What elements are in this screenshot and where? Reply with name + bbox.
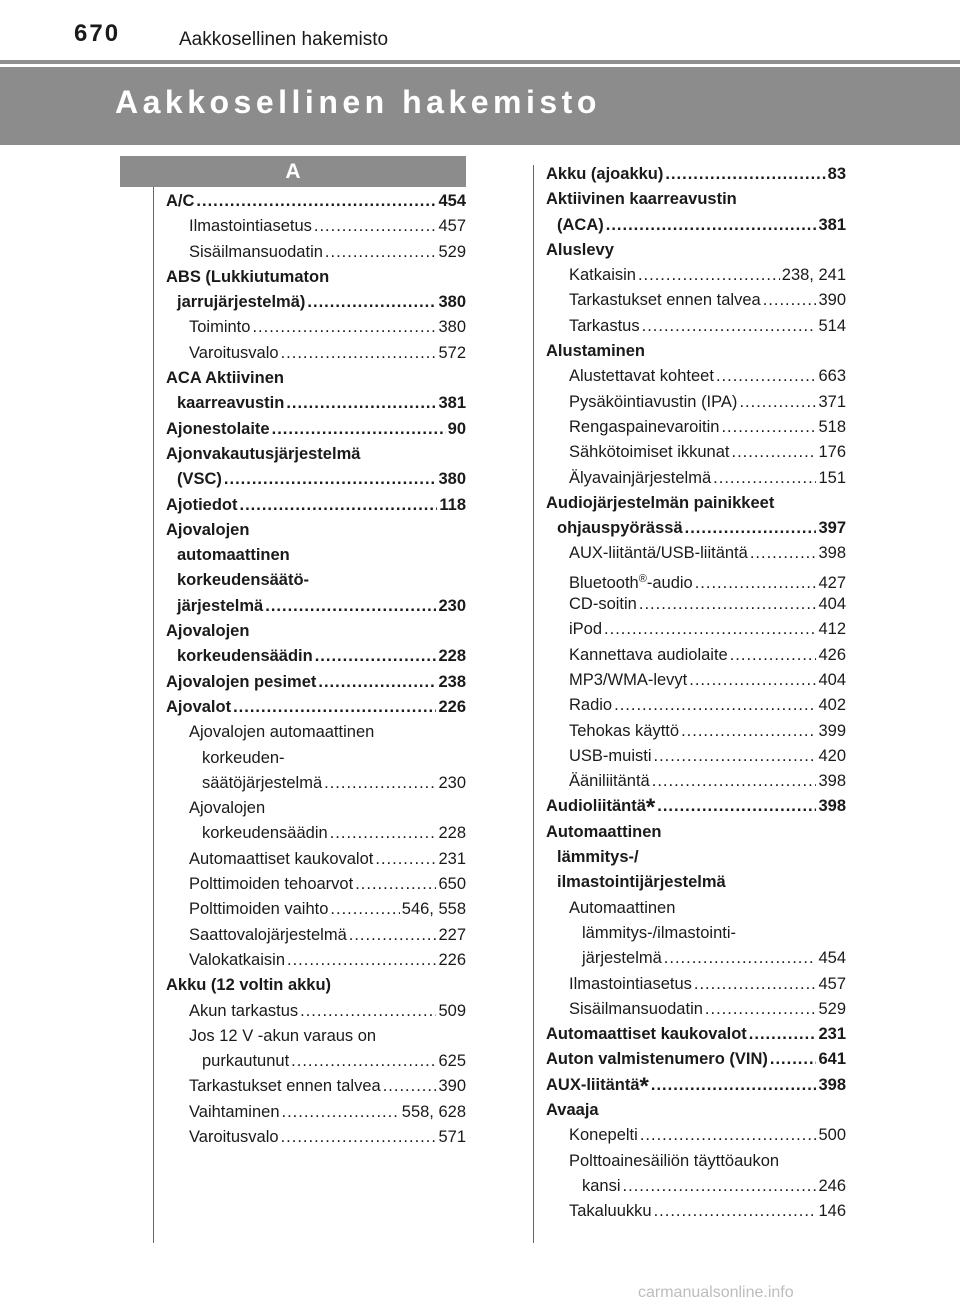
dot-leader: [196, 189, 436, 214]
page-reference: 83: [827, 165, 846, 183]
index-entry: [546, 567, 846, 592]
dot-leader: [642, 314, 817, 339]
index-entry: [546, 921, 846, 946]
index-entry: [546, 845, 846, 870]
page-reference: 226: [438, 950, 466, 969]
page-reference: 380: [438, 470, 466, 489]
page-reference: 558, 628: [401, 1102, 466, 1121]
index-entry: [546, 187, 846, 212]
index-entry-term: Toiminto: [189, 318, 251, 337]
dot-leader: [281, 341, 437, 366]
index-entry-term: Automaattinen: [569, 898, 676, 917]
dot-leader: [665, 162, 825, 187]
page-reference: 371: [818, 392, 846, 411]
dot-leader: [300, 999, 436, 1024]
index-entry-term: CD-soitin: [569, 595, 637, 614]
page-reference: 151: [818, 468, 846, 487]
index-entry: [166, 796, 466, 821]
index-entry-term: Aluslevy: [546, 240, 614, 259]
index-entry: [166, 315, 466, 340]
index-entry-term: Ajotiedot: [166, 495, 238, 514]
index-entry: [546, 466, 846, 491]
index-entry-term: lämmitys-/ilmastointi-: [582, 923, 737, 942]
index-entry: [546, 162, 846, 187]
dot-leader: [732, 440, 817, 465]
index-entry: [166, 594, 466, 619]
index-entry-term: Akku (ajoakku): [546, 165, 664, 183]
index-entry: [166, 1049, 466, 1074]
index-entry: [166, 265, 466, 290]
right-index-column: [546, 162, 846, 1224]
index-entry: [166, 847, 466, 872]
page-reference: 404: [818, 595, 846, 614]
index-entry: [546, 870, 846, 895]
index-entry-term: Polttimoiden tehoarvot: [189, 875, 354, 894]
page-number: 670: [74, 20, 121, 47]
index-entry-term: Ajovalojen: [189, 799, 266, 818]
dot-leader: [730, 643, 817, 668]
index-entry-term: Ajovalot: [166, 697, 232, 716]
page-reference: 650: [438, 875, 466, 894]
dot-leader: [638, 263, 780, 288]
index-entry-term: korkeudensäädin: [177, 647, 313, 666]
dot-leader: [224, 467, 437, 492]
index-entry: [166, 670, 466, 695]
index-entry: [546, 491, 846, 516]
page-reference: 412: [818, 620, 846, 639]
index-entry-term: automaattinen: [177, 546, 290, 565]
index-entry: [166, 467, 466, 492]
index-entry-term: Konepelti: [569, 1126, 638, 1145]
page-reference: 529: [438, 242, 466, 261]
page-reference: 454: [438, 192, 466, 210]
index-entry-term: Takaluukku: [569, 1202, 652, 1221]
index-letter-heading: A: [120, 156, 466, 187]
index-entry: [166, 391, 466, 416]
header-rule: [0, 60, 960, 64]
index-entry: [546, 820, 846, 845]
left-index-column: [166, 189, 466, 1150]
page-reference: 390: [818, 291, 846, 310]
index-entry: [166, 290, 466, 315]
index-entry-term: Kannettava audiolaite: [569, 645, 728, 664]
index-entry: [546, 744, 846, 769]
index-entry: [166, 417, 466, 442]
index-entry-term: Alustettavat kohteet: [569, 367, 714, 386]
dot-leader: [307, 290, 436, 315]
page-reference: 399: [818, 721, 846, 740]
index-entry-term: Automaattinen: [546, 822, 662, 841]
index-entry: [546, 1174, 846, 1199]
index-entry: [166, 366, 466, 391]
page-reference: 90: [447, 419, 466, 438]
index-entry-term: järjestelmä: [177, 596, 264, 615]
page-reference: 641: [818, 1050, 846, 1069]
page-reference: 529: [818, 999, 846, 1018]
index-entry: [166, 1125, 466, 1150]
index-entry: [546, 794, 846, 822]
dot-leader: [689, 668, 816, 693]
index-entry-term: Ajovalojen pesimet: [166, 672, 317, 691]
index-entry-term: Katkaisin: [569, 266, 636, 285]
index-entry: [166, 543, 466, 568]
index-entry: [546, 972, 846, 997]
dot-leader: [681, 719, 816, 744]
page-reference: 246: [818, 1176, 846, 1195]
index-entry: [546, 719, 846, 744]
page-reference: 398: [818, 1075, 846, 1094]
index-entry-term: Avaaja: [546, 1100, 599, 1119]
dot-leader: [664, 946, 817, 971]
index-entry: [546, 1098, 846, 1123]
index-entry-term: Akku (12 voltin akku): [166, 976, 332, 995]
index-entry: [546, 440, 846, 465]
header-title: Aakkosellinen hakemisto: [179, 29, 389, 50]
page-reference: 572: [438, 343, 466, 362]
dot-leader: [325, 240, 437, 265]
index-entry-term: (VSC): [177, 470, 222, 489]
index-entry-term: purkautunut: [202, 1052, 290, 1071]
index-entry: [546, 643, 846, 668]
index-entry: [546, 997, 846, 1022]
banner-title: Aakkosellinen hakemisto: [115, 84, 601, 120]
index-entry-term: Tarkastukset ennen talvea: [569, 291, 761, 310]
dot-leader: [324, 771, 436, 796]
index-entry: [546, 592, 846, 617]
index-entry: [546, 617, 846, 642]
index-entry: [546, 516, 846, 541]
index-entry: [546, 541, 846, 566]
index-entry: [166, 189, 466, 214]
index-entry-term: Ajovalojen automaattinen: [189, 723, 375, 742]
index-entry-term: (ACA): [557, 215, 604, 234]
page-reference: 146: [818, 1202, 846, 1221]
index-entry-term: Tehokas käyttö: [569, 721, 680, 740]
index-entry-term: Saattovalojärjestelmä: [189, 925, 347, 944]
dot-leader: [315, 644, 437, 669]
index-entry: [546, 946, 846, 971]
index-entry-term: Radio: [569, 696, 613, 715]
index-entry: [166, 619, 466, 644]
page-reference: 500: [818, 1126, 846, 1145]
dot-leader: [685, 516, 817, 541]
index-entry: [546, 364, 846, 389]
page-reference: 227: [438, 925, 466, 944]
page-reference: 231: [438, 849, 466, 868]
index-entry: [546, 693, 846, 718]
dot-leader: [240, 493, 438, 518]
index-entry-term: Aktiivinen kaarreavustin: [546, 190, 737, 209]
dot-leader: [252, 315, 436, 340]
index-entry-term: Automaattiset kaukovalot: [189, 849, 374, 868]
dot-leader: [623, 1174, 817, 1199]
page-reference: 518: [818, 417, 846, 436]
index-entry: [166, 518, 466, 543]
dot-leader: [318, 670, 436, 695]
dot-leader: [375, 847, 436, 872]
index-entry-term: lämmitys-/: [557, 848, 639, 867]
dot-leader: [750, 541, 817, 566]
dot-leader: [281, 1125, 437, 1150]
dot-leader: [282, 1100, 400, 1125]
index-entry: [546, 1073, 846, 1098]
index-entry-term: korkeudensäätö-: [177, 571, 310, 590]
index-entry-term: Ilmastointiasetus: [189, 217, 312, 236]
footnote-asterisk: *: [645, 794, 656, 822]
page-reference: 380: [438, 318, 466, 337]
dot-leader: [713, 466, 816, 491]
index-entry-term: USB-muisti: [569, 746, 652, 765]
dot-leader: [330, 897, 399, 922]
index-entry-term: ABS (Lukkiutumaton: [166, 267, 330, 286]
page-reference: 420: [818, 746, 846, 765]
page-reference: 625: [438, 1052, 466, 1071]
dot-leader: [721, 415, 816, 440]
index-entry: [166, 771, 466, 796]
page-reference: 228: [438, 647, 466, 666]
index-entry: [546, 339, 846, 364]
index-entry: [546, 238, 846, 263]
index-entry: [166, 720, 466, 745]
index-entry-term: Älyavainjärjestelmä: [569, 468, 712, 487]
page-reference: 571: [438, 1127, 466, 1146]
index-entry-term: AUX-liitäntä/USB-liitäntä: [569, 544, 748, 563]
dot-leader: [330, 821, 437, 846]
dot-leader: [287, 948, 436, 973]
page-reference: 381: [818, 215, 846, 234]
dot-leader: [654, 1199, 817, 1224]
registered-mark: ®: [638, 572, 647, 585]
index-entry: [166, 644, 466, 669]
watermark: carmanualsonline.info: [638, 1284, 794, 1301]
page-header: [0, 0, 960, 60]
page-reference: 514: [818, 316, 846, 335]
dot-leader: [652, 769, 817, 794]
index-entry-term: Automaattiset kaukovalot: [546, 1025, 747, 1044]
page-reference: 381: [438, 394, 466, 413]
dot-leader: [355, 872, 436, 897]
index-entry-term: ACA Aktiivinen: [166, 369, 284, 388]
dot-leader: [654, 744, 817, 769]
page-reference: 397: [818, 519, 846, 538]
dot-leader: [383, 1074, 437, 1099]
index-entry: [166, 872, 466, 897]
index-entry-term: säätöjärjestelmä: [202, 773, 323, 792]
index-entry: [166, 341, 466, 366]
index-entry-term: Ajonvakautusjärjestelmä: [166, 444, 361, 463]
dot-leader: [233, 695, 436, 720]
index-entry-term: AUX-liitäntä*: [546, 1072, 649, 1100]
index-entry: [166, 1024, 466, 1049]
index-entry-term: ilmastointijärjestelmä: [557, 873, 726, 892]
center-column-divider: [533, 165, 534, 1243]
index-entry-term: Pysäköintiavustin (IPA): [569, 392, 738, 411]
index-entry: [166, 1100, 466, 1125]
index-entry: [166, 240, 466, 265]
index-entry: [166, 1074, 466, 1099]
left-column-divider: [153, 187, 154, 1243]
index-entry: [546, 1022, 846, 1047]
index-entry-term: Varoitusvalo: [189, 1127, 279, 1146]
dot-leader: [763, 288, 817, 313]
index-entry: [166, 568, 466, 593]
page-reference: 398: [818, 544, 846, 563]
page-reference: 509: [438, 1001, 466, 1020]
index-entry: [546, 1149, 846, 1174]
index-entry: [546, 213, 846, 238]
page-reference: 427: [818, 573, 846, 592]
index-entry-term: Sisäilmansuodatin: [569, 999, 703, 1018]
page-reference: 238: [438, 672, 466, 691]
dot-leader: [657, 794, 816, 819]
index-entry-term: jarrujärjestelmä): [177, 293, 306, 312]
index-entry: [166, 999, 466, 1024]
dot-leader: [716, 364, 817, 389]
page-reference: 238, 241: [781, 266, 846, 285]
index-entry: [546, 1123, 846, 1148]
dot-leader: [614, 693, 816, 718]
dot-leader: [770, 1047, 817, 1072]
page-reference: 228: [438, 824, 466, 843]
index-entry: [546, 415, 846, 440]
dot-leader: [705, 997, 817, 1022]
index-entry-term: Audioliitäntä*: [546, 794, 656, 822]
page-reference: 426: [818, 645, 846, 664]
page-reference: 398: [818, 797, 846, 816]
index-entry-term: Polttimoiden vaihto: [189, 900, 329, 919]
index-entry-term: Tarkastus: [569, 316, 640, 335]
dot-leader: [314, 214, 437, 239]
index-entry-term: Audiojärjestelmän painikkeet: [546, 493, 775, 512]
index-entry: [546, 769, 846, 794]
index-entry: [166, 897, 466, 922]
dot-leader: [694, 972, 817, 997]
index-entry-term: korkeuden-: [202, 748, 285, 767]
index-entry: [166, 746, 466, 771]
index-entry-term: Auton valmistenumero (VIN): [546, 1050, 768, 1069]
index-entry-term: kaarreavustin: [177, 394, 285, 413]
index-entry: [546, 263, 846, 288]
page-reference: 546, 558: [401, 900, 466, 919]
index-entry-term: Bluetooth®-audio: [569, 572, 693, 592]
index-entry-term: Ajovalojen: [166, 520, 250, 539]
page-reference: 176: [818, 443, 846, 462]
index-entry-term: Vaihtaminen: [189, 1102, 280, 1121]
index-entry: [166, 821, 466, 846]
index-entry: [546, 314, 846, 339]
dot-leader: [349, 923, 437, 948]
index-entry-term: A/C: [166, 192, 195, 210]
index-entry-term: Polttoainesäiliön täyttöaukon: [569, 1151, 780, 1170]
page-reference: 457: [438, 217, 466, 236]
dot-leader: [749, 1022, 817, 1047]
page-reference: 380: [438, 293, 466, 312]
page-reference: 231: [818, 1025, 846, 1044]
page-reference: 118: [439, 495, 466, 514]
index-entry-term: ohjauspyörässä: [557, 519, 683, 538]
index-entry-term: Rengaspainevaroitin: [569, 417, 720, 436]
index-entry: [166, 973, 466, 998]
index-entry: [166, 214, 466, 239]
dot-leader: [604, 617, 816, 642]
dot-leader: [739, 390, 816, 415]
index-entry: [546, 1199, 846, 1224]
index-entry: [166, 695, 466, 720]
page-reference: 230: [438, 773, 466, 792]
index-entry-term: korkeudensäädin: [202, 824, 328, 843]
page-reference: 226: [438, 697, 466, 716]
index-entry-term: Ääniliitäntä: [569, 772, 650, 791]
page-reference: 390: [438, 1077, 466, 1096]
page-reference: 663: [818, 367, 846, 386]
index-entry: [166, 948, 466, 973]
page-reference: 230: [438, 596, 466, 615]
index-entry: [546, 668, 846, 693]
index-entry-term: Ilmastointiasetus: [569, 974, 692, 993]
dot-leader: [265, 594, 436, 619]
dot-leader: [291, 1049, 436, 1074]
index-entry-term: Varoitusvalo: [189, 343, 279, 362]
dot-leader: [639, 592, 817, 617]
index-entry-term: Akun tarkastus: [189, 1001, 299, 1020]
index-entry: [546, 288, 846, 313]
index-entry-term: Sähkötoimiset ikkunat: [569, 443, 730, 462]
index-entry-term: Tarkastukset ennen talvea: [189, 1077, 381, 1096]
index-entry: [166, 442, 466, 467]
index-entry-term: MP3/WMA-levyt: [569, 670, 688, 689]
footnote-asterisk: *: [639, 1072, 649, 1100]
page-reference: 398: [818, 772, 846, 791]
dot-leader: [272, 417, 446, 442]
page-reference: 457: [818, 974, 846, 993]
index-entry: [546, 1047, 846, 1072]
index-entry: [166, 923, 466, 948]
page-reference: 454: [818, 949, 846, 968]
index-entry-term: kansi: [582, 1176, 621, 1195]
index-entry-term: iPod: [569, 620, 603, 639]
page-reference: 402: [818, 696, 846, 715]
index-entry-term: Sisäilmansuodatin: [189, 242, 323, 261]
index-entry-term: Jos 12 V -akun varaus on: [189, 1026, 377, 1045]
index-entry: [166, 493, 466, 518]
dot-leader: [286, 391, 436, 416]
dot-leader: [606, 213, 817, 238]
page-reference: 404: [818, 670, 846, 689]
dot-leader: [651, 1073, 817, 1098]
index-entry: [546, 390, 846, 415]
index-entry: [546, 896, 846, 921]
index-entry-term: Alustaminen: [546, 342, 646, 361]
index-entry-term: järjestelmä: [582, 949, 662, 968]
index-entry-term: Ajonestolaite: [166, 419, 270, 438]
index-entry-term: Valokatkaisin: [189, 950, 285, 969]
index-entry-term: Ajovalojen: [166, 622, 250, 641]
dot-leader: [640, 1123, 817, 1148]
